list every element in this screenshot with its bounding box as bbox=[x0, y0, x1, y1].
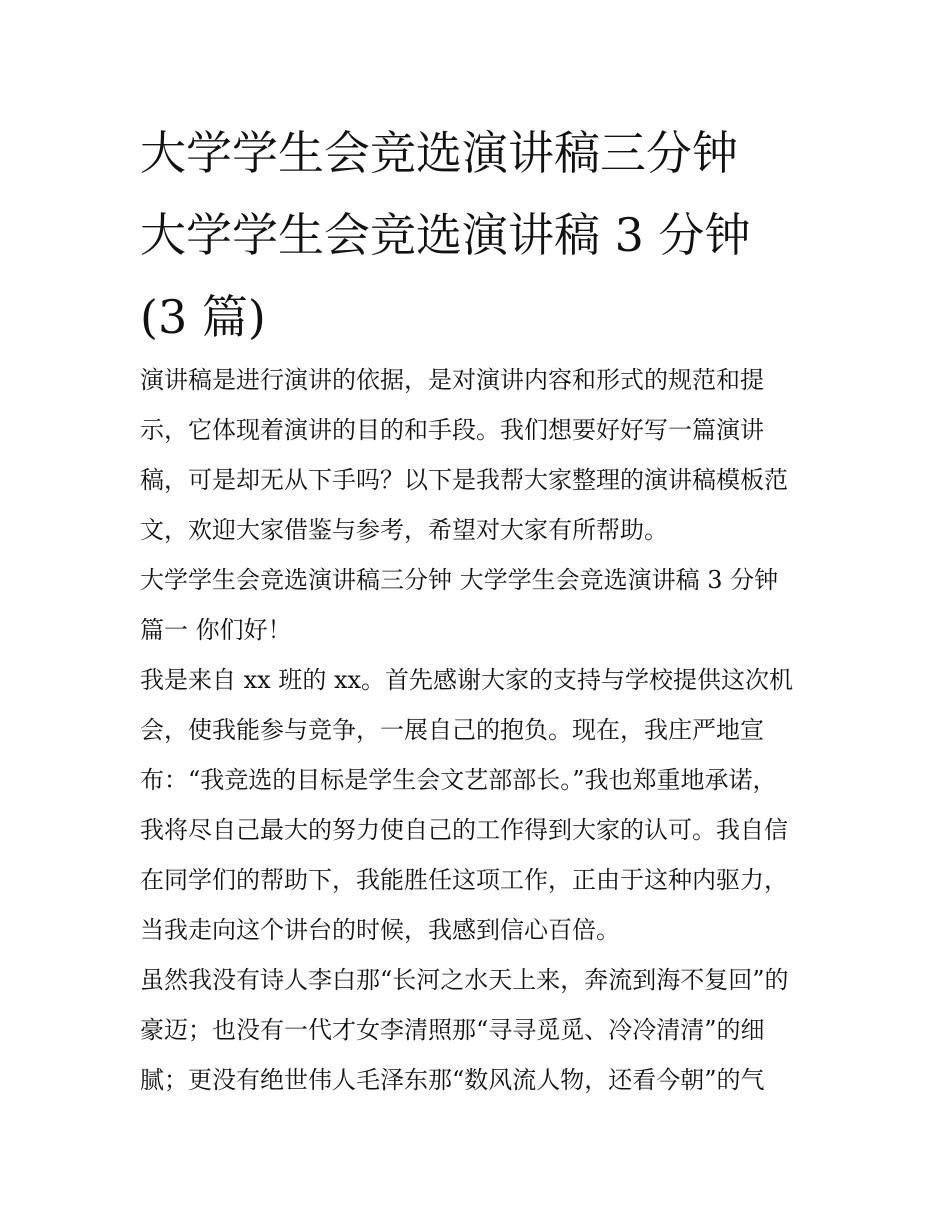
document-title bbox=[140, 112, 820, 358]
title-line-3: (3 篇) bbox=[140, 290, 266, 344]
body-line: 稿，可是却无从下手吗？以下是我帮大家整理的演讲稿模板范 bbox=[140, 466, 788, 494]
body-line: 篇一 你们好！ bbox=[140, 616, 292, 644]
body-line: 示，它体现着演讲的目的和手段。我们想要好好写一篇演讲 bbox=[140, 416, 764, 444]
body-line: 演讲稿是进行演讲的依据，是对演讲内容和形式的规范和提 bbox=[140, 366, 764, 394]
body-line: 在同学们的帮助下，我能胜任这项工作，正由于这种内驱力， bbox=[140, 866, 788, 894]
body-line: 我将尽自己最大的努力使自己的工作得到大家的认可。我自信 bbox=[140, 816, 788, 844]
body-line: 文，欢迎大家借鉴与参考，希望对大家有所帮助。 bbox=[140, 516, 668, 544]
body-line: 大学学生会竞选演讲稿三分钟 大学学生会竞选演讲稿 3 分钟 bbox=[140, 566, 779, 594]
body-line: 我是来自 xx 班的 xx。首先感谢大家的支持与学校提供这次机 bbox=[140, 666, 794, 694]
title-line-2: 大学学生会竞选演讲稿 3 分钟 bbox=[140, 208, 751, 262]
document-body bbox=[140, 355, 820, 1105]
body-line: 腻；更没有绝世伟人毛泽东那“数风流人物，还看今朝”的气 bbox=[140, 1066, 765, 1094]
body-line: 当我走向这个讲台的时候，我感到信心百倍。 bbox=[140, 916, 620, 944]
body-line: 虽然我没有诗人李白那“长河之水天上来，奔流到海不复回”的 bbox=[140, 966, 789, 994]
body-line: 会，使我能参与竞争，一展自己的抱负。现在，我庄严地宣 bbox=[140, 716, 764, 744]
body-line: 布：“我竞选的目标是学生会文艺部部长。”我也郑重地承诺， bbox=[140, 766, 777, 794]
body-line: 豪迈；也没有一代才女李清照那“寻寻觅觅、冷冷清清”的细 bbox=[140, 1016, 765, 1044]
title-line-1: 大学学生会竞选演讲稿三分钟 bbox=[140, 126, 738, 180]
